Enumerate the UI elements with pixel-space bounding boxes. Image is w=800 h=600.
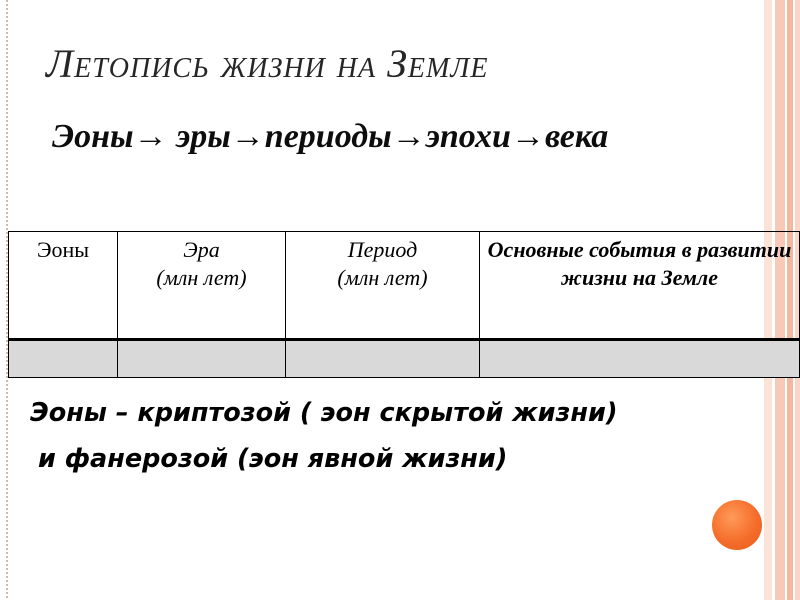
table-header-row	[9, 232, 800, 340]
header-eons-label: Эоны	[36, 237, 90, 262]
body-text-line1: Эоны – криптозой ( эон скрытой жизни)	[30, 398, 618, 428]
header-era-unit: (млн лет)	[156, 265, 247, 290]
header-era-label: Эра	[183, 237, 220, 262]
table-cell-eons	[9, 340, 118, 378]
header-period	[286, 232, 480, 340]
orange-circle-icon	[712, 500, 762, 550]
table-row	[9, 340, 800, 378]
body-text-line2: и фанерозой (эон явной жизни)	[38, 444, 508, 474]
header-period-unit: (млн лет)	[337, 265, 428, 290]
header-events	[480, 232, 800, 340]
eons-table	[8, 231, 800, 378]
slide-title: Летопись жизни на Земле	[46, 41, 489, 86]
table-cell-period	[286, 340, 480, 378]
table-cell-events	[480, 340, 800, 378]
header-events-label: Основные события в развитии жизни на Земле	[487, 237, 792, 290]
slide-subtitle: Эоны→ эры→периоды→эпохи→века	[52, 118, 609, 155]
table-cell-era	[118, 340, 286, 378]
body-text	[30, 390, 617, 482]
header-era	[118, 232, 286, 340]
header-eons	[9, 232, 118, 340]
header-period-label: Период	[347, 237, 418, 262]
